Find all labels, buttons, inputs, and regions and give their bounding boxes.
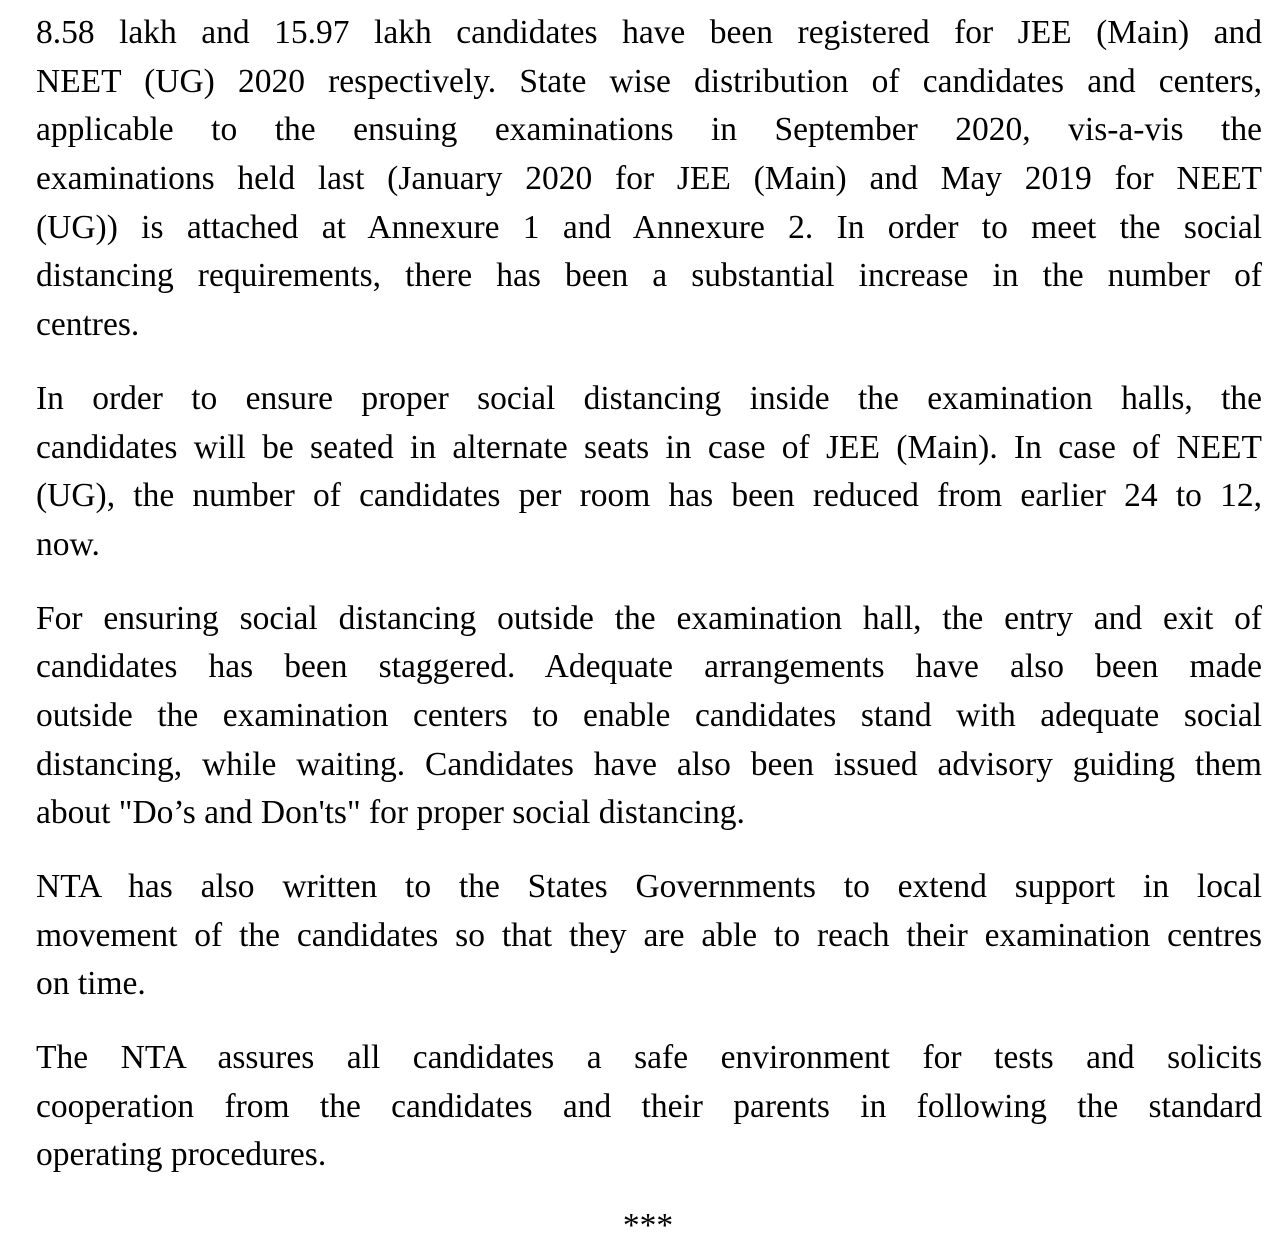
document-body xyxy=(36,9,1262,1205)
paragraph xyxy=(36,1034,1262,1180)
text-line: 8.58 lakh and 15.97 lakh candidates have been registered for JEE (Main) and xyxy=(36,14,1262,51)
text-line: applicable to the ensuing examinations in September 2020, vis-a-vis the xyxy=(36,111,1262,149)
paragraph xyxy=(36,595,1262,838)
end-mark: *** xyxy=(622,1207,674,1244)
text-line: candidates has been staggered. Adequate arrangements have also been made xyxy=(36,648,1262,686)
text-line: operating procedures. xyxy=(36,1136,327,1174)
text-line: now. xyxy=(36,525,100,563)
text-line: In order to ensure proper social distancing inside the examination halls, the xyxy=(36,379,1262,417)
text-line: For ensuring social distancing outside the examination hall, the entry and exit of xyxy=(36,599,1262,637)
text-line: about "Do’s and Don'ts" for proper social distancing. xyxy=(36,794,745,832)
text-line: movement of the candidates so that they are able to reach their examination centres xyxy=(36,916,1262,954)
text-line: examinations held last (January 2020 for JEE (Main) and May 2019 for NEET xyxy=(36,160,1262,198)
text-line: outside the examination centers to enable candidates stand with adequate social xyxy=(36,696,1262,734)
text-line: NTA has also written to the States Governments to extend support in local xyxy=(36,868,1262,905)
text-line: cooperation from the candidates and their parents in following the standard xyxy=(36,1087,1262,1125)
text-line: on time. xyxy=(36,965,146,1003)
text-line: NEET (UG) 2020 respectively. State wise distribution of candidates and centers, xyxy=(36,62,1262,100)
text-line: centres. xyxy=(36,306,140,344)
paragraph xyxy=(36,863,1262,1009)
paragraph xyxy=(36,9,1262,350)
text-line: (UG)) is attached at Annexure 1 and Annexure 2. In order to meet the social xyxy=(36,208,1262,246)
text-line: candidates will be seated in alternate seats in case of JEE (Main). In case of NEET xyxy=(36,428,1262,466)
text-line: (UG), the number of candidates per room has been reduced from earlier 24 to 12, xyxy=(36,477,1262,515)
text-line: distancing requirements, there has been a substantial increase in the number of xyxy=(36,257,1262,295)
paragraph xyxy=(36,375,1262,570)
text-line: distancing, while waiting. Candidates have also been issued advisory guiding them xyxy=(36,745,1262,783)
text-line: The NTA assures all candidates a safe environment for tests and solicits xyxy=(36,1039,1262,1077)
